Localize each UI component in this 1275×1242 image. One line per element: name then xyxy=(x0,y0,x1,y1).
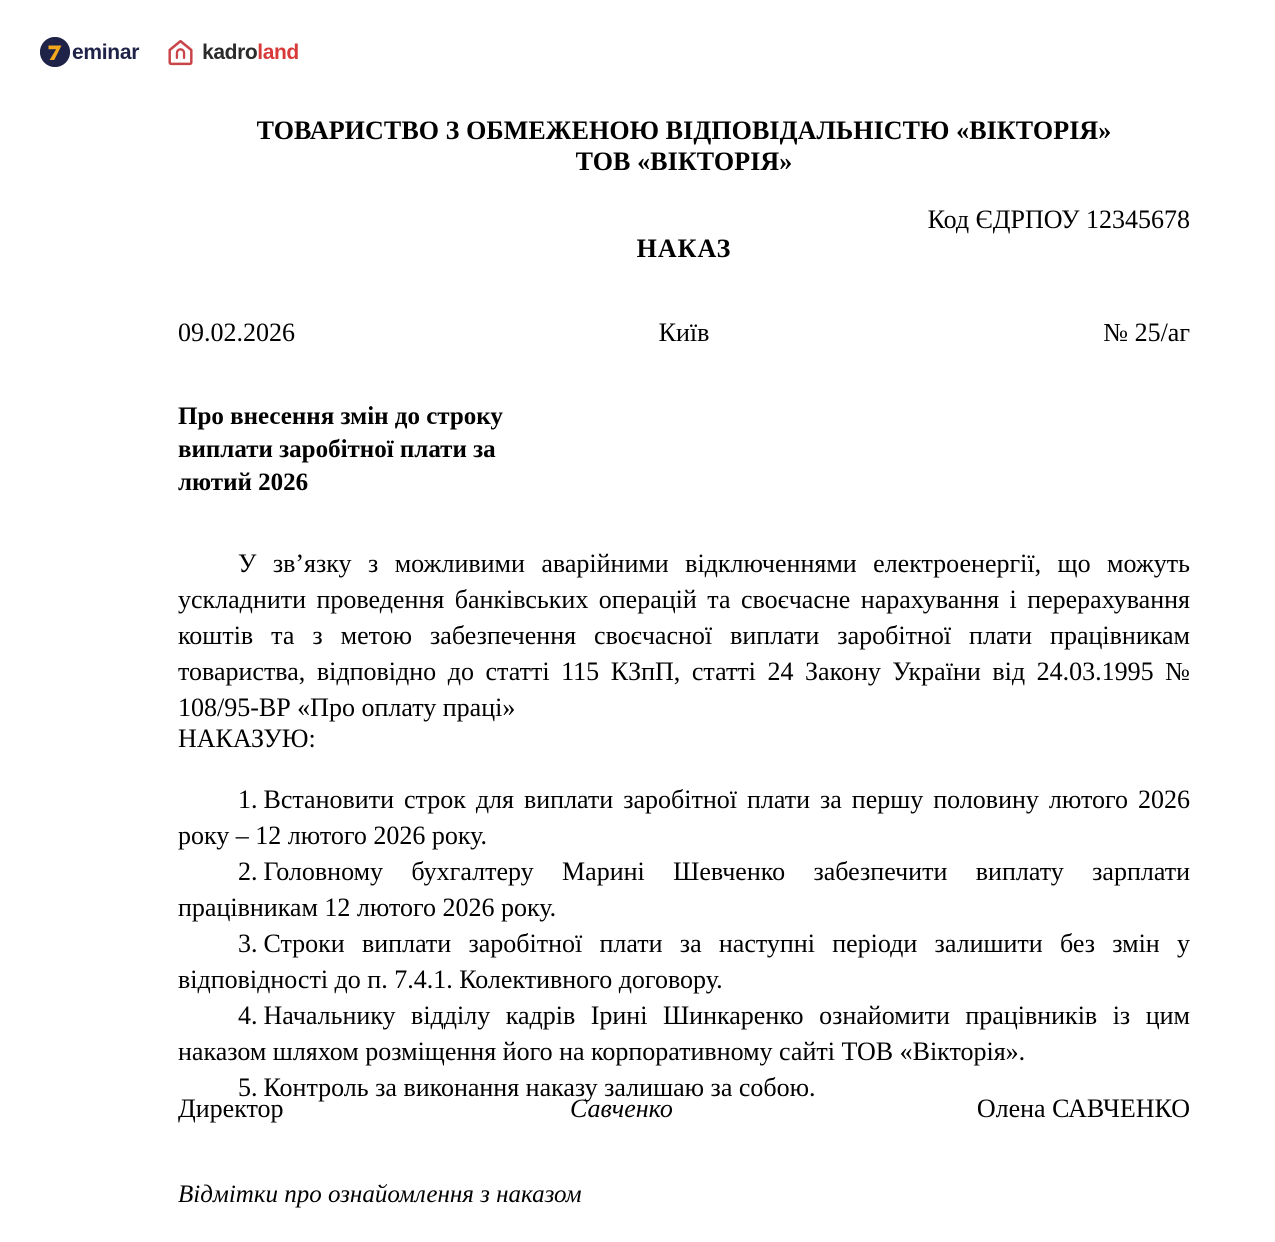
kadroland-logo[interactable] xyxy=(167,39,299,66)
order-preamble-block xyxy=(178,546,1190,726)
order-subject-line3: лютий 2026 xyxy=(178,469,309,496)
order-item-number: 3. xyxy=(238,929,258,958)
order-preamble: У зв’язку з можливими аварійними відключеннями електроенергії, що можуть ускладнити проведення банківських операцій та своєчасне нарахування і перерахування коштів та з метою забезпечення своєчасної виплати заробітної плати працівникам товариства, відповідно до статті 115 КЗпП, статті 24 Закону України від 24.03.1995 № 108/95-ВР «Про оплату праці» xyxy=(178,549,1190,722)
organization-title xyxy=(178,115,1190,177)
brand-bar xyxy=(40,33,299,71)
order-item-number: 2. xyxy=(238,857,258,886)
order-subject xyxy=(178,400,608,499)
order-city: Київ xyxy=(658,318,710,347)
order-date: 09.02.2026 xyxy=(178,318,295,347)
order-heading: НАКАЗ xyxy=(636,234,732,263)
kadroland-house-icon xyxy=(167,39,194,66)
order-item xyxy=(178,926,1190,998)
order-meta-row xyxy=(178,317,1190,349)
order-number: № 25/аг xyxy=(1103,318,1190,347)
order-item-number: 5. xyxy=(238,1073,258,1102)
order-item-number: 4. xyxy=(238,1001,258,1030)
organization-title-line2: ТОВ «ВІКТОРІЯ» xyxy=(575,147,793,176)
kadroland-wordmark xyxy=(202,42,299,63)
order-subject-line2: виплати заробітної плати за xyxy=(178,436,496,463)
organization-title-line1: ТОВАРИСТВО З ОБМЕЖЕНОЮ ВІДПОВІДАЛЬНІСТЮ «ВІКТОРІЯ» xyxy=(256,116,1112,145)
signature-row xyxy=(178,1092,1190,1126)
acknowledgement-note: Відмітки про ознайомлення з наказом xyxy=(178,1181,582,1208)
seminar-seven-icon xyxy=(40,37,70,67)
order-item xyxy=(178,782,1190,854)
seminar-wordmark: eminar xyxy=(72,40,140,64)
kadroland-word-dark: kadro xyxy=(202,40,258,64)
seminar-logo[interactable] xyxy=(40,37,139,67)
signature-role: Директор xyxy=(178,1094,284,1123)
order-item xyxy=(178,854,1190,926)
order-subject-line1: Про внесення змін до строку xyxy=(178,403,503,430)
order-item-text: Начальнику відділу кадрів Ірині Шинкаренко ознайомити працівників із цим наказом шляхом розміщення його на корпоративному сайті ТОВ «Вікторія». xyxy=(178,1001,1190,1066)
kadroland-word-accent: land xyxy=(257,40,299,64)
edrpou-code: Код ЄДРПОУ 12345678 xyxy=(927,205,1190,234)
order-item-text: Встановити строк для виплати заробітної плати за першу половину лютого 2026 року – 12 лютого 2026 року. xyxy=(178,785,1190,850)
order-item-number: 1. xyxy=(238,785,258,814)
order-item-text: Контроль за виконання наказу залишаю за собою. xyxy=(263,1073,816,1102)
signature-handwriting: Савченко xyxy=(570,1094,673,1123)
order-item-text: Строки виплати заробітної плати за наступні періоди залишити без змін у відповідності до п. 7.4.1. Колективного договору. xyxy=(178,929,1190,994)
order-item xyxy=(178,998,1190,1070)
order-item-text: Головному бухгалтеру Марині Шевченко забезпечити виплату зарплати працівникам 12 лютого 2026 року. xyxy=(178,857,1190,922)
signature-full-name: Олена САВЧЕНКО xyxy=(976,1094,1190,1123)
order-verb: НАКАЗУЮ: xyxy=(178,724,316,753)
order-items xyxy=(178,782,1190,1106)
